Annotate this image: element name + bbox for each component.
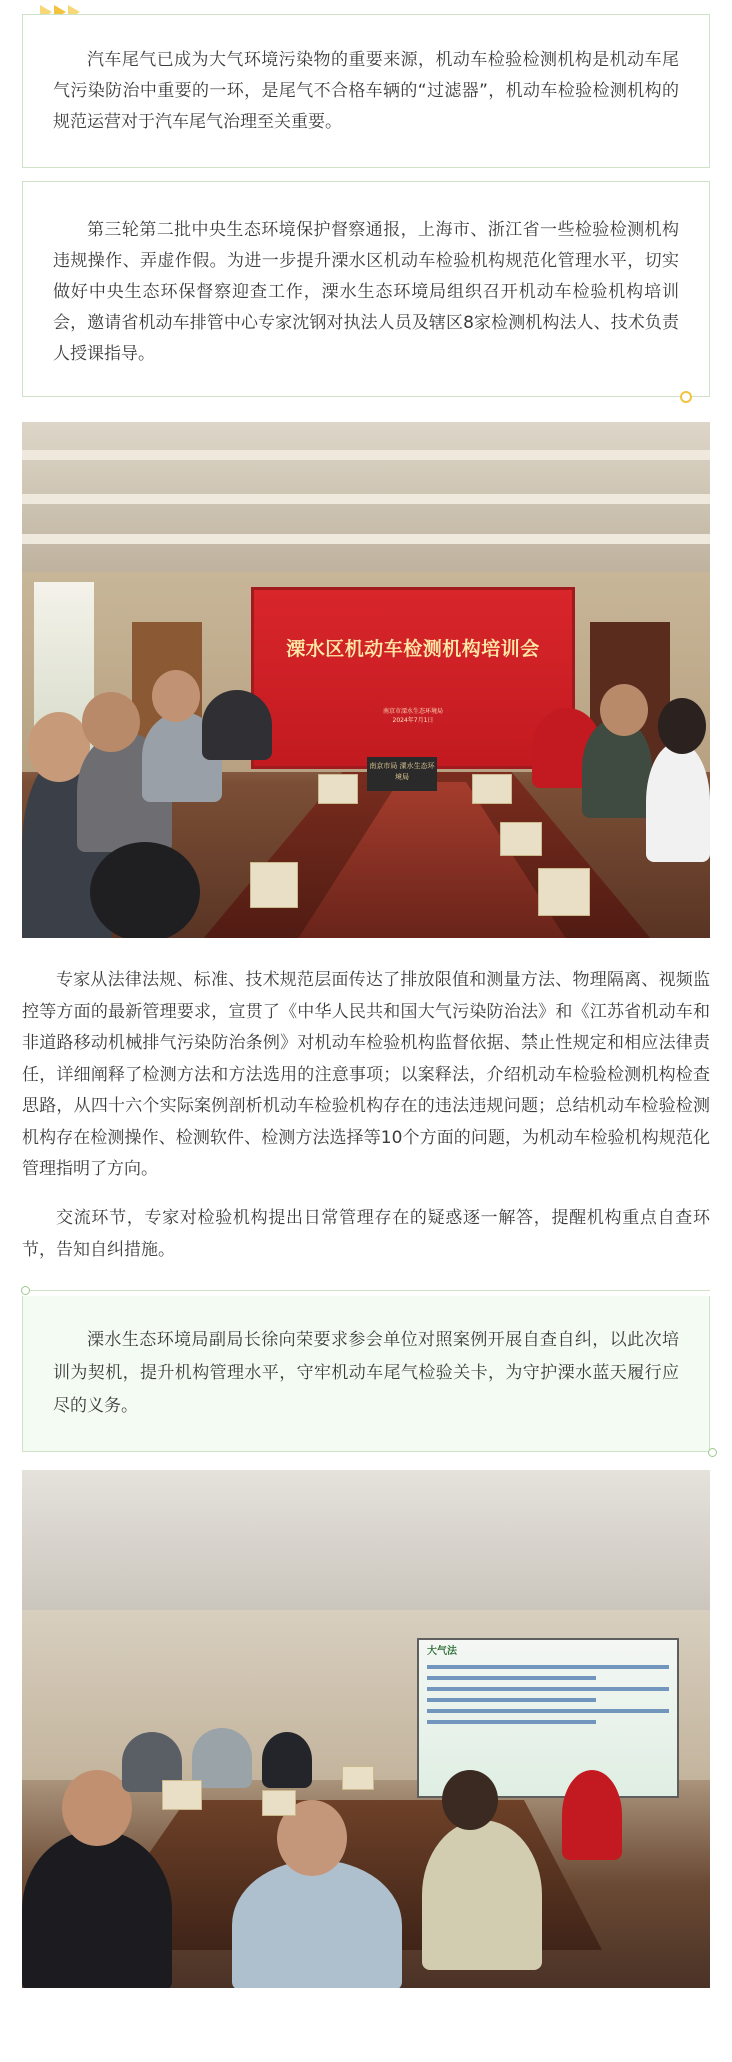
circle-icon <box>708 1448 717 1457</box>
paragraph-background: 第三轮第二批中央生态环境保护督察通报，上海市、浙江省一些检验检测机构违规操作、弄虚作假。为进一步提升溧水区机动车检验机构规范化管理水平，切实做好中央生态环保督察迎查工作，溧水生态环境局组织召开机动车检验机构培训会，邀请省机动车排管中心专家沈钢对执法人员及辖区8家检测机构法人、技术负责人授课指导。 <box>53 220 679 364</box>
training-meeting-photo-2 <box>22 1470 710 1988</box>
training-meeting-photo-1 <box>22 422 710 938</box>
background-box <box>22 181 710 397</box>
paragraph-intro: 汽车尾气已成为大气环境污染物的重要来源，机动车检验检测机构是机动车尾气污染防治中重要的一环，是尾气不合格车辆的“过滤器”，机动车检验检测机构的规范运营对于汽车尾气治理至关重要。 <box>53 50 679 132</box>
circle-icon <box>680 391 692 403</box>
screen-title: 溧水区机动车检测机构培训会 <box>286 638 540 660</box>
circle-icon <box>21 1286 30 1295</box>
screen-date: 2024年7月1日 <box>392 717 434 724</box>
screen-organizer: 南京市溧水生态环境局 <box>382 708 443 715</box>
paragraph-exchange: 交流环节，专家对检验机构提出日常管理存在的疑惑逐一解答，提醒机构重点自查环节，告知自纠措施。 <box>22 1208 710 1260</box>
requirement-box <box>22 1296 710 1452</box>
paragraph-content: 专家从法律法规、标准、技术规范层面传达了排放限值和测量方法、物理隔离、视频监控等方面的最新管理要求，宣贯了《中华人民共和国大气污染防治法》和《江苏省机动车和非道路移动机械排气污染防治条例》对机动车检验机构监督依据、禁止性规定和相应法律责任，详细阐释了检测方法和方法选用的注意事项；以案释法，介绍机动车检验检测机构检查思路，从四十六个实际案例剖析机动车检验机构存在的违法违规问题；总结机动车检验检测机构存在检测操作、检测软件、检测方法选择等10个方面的问题，为机动车检验机构规范化管理指明了方向。 <box>22 970 710 1179</box>
intro-box <box>22 14 710 168</box>
nameplate: 南京市局 溧水生态环境局 <box>367 757 437 791</box>
meeting-screen <box>254 590 572 766</box>
divider <box>28 1290 710 1291</box>
paragraph-requirement: 溧水生态环境局副局长徐向荣要求参会单位对照案例开展自查自纠，以此次培训为契机，提升机构管理水平，守牢机动车尾气检验关卡，为守护溧水蓝天履行应尽的义务。 <box>53 1330 679 1416</box>
slide-title: 大气法 <box>427 1646 457 1657</box>
